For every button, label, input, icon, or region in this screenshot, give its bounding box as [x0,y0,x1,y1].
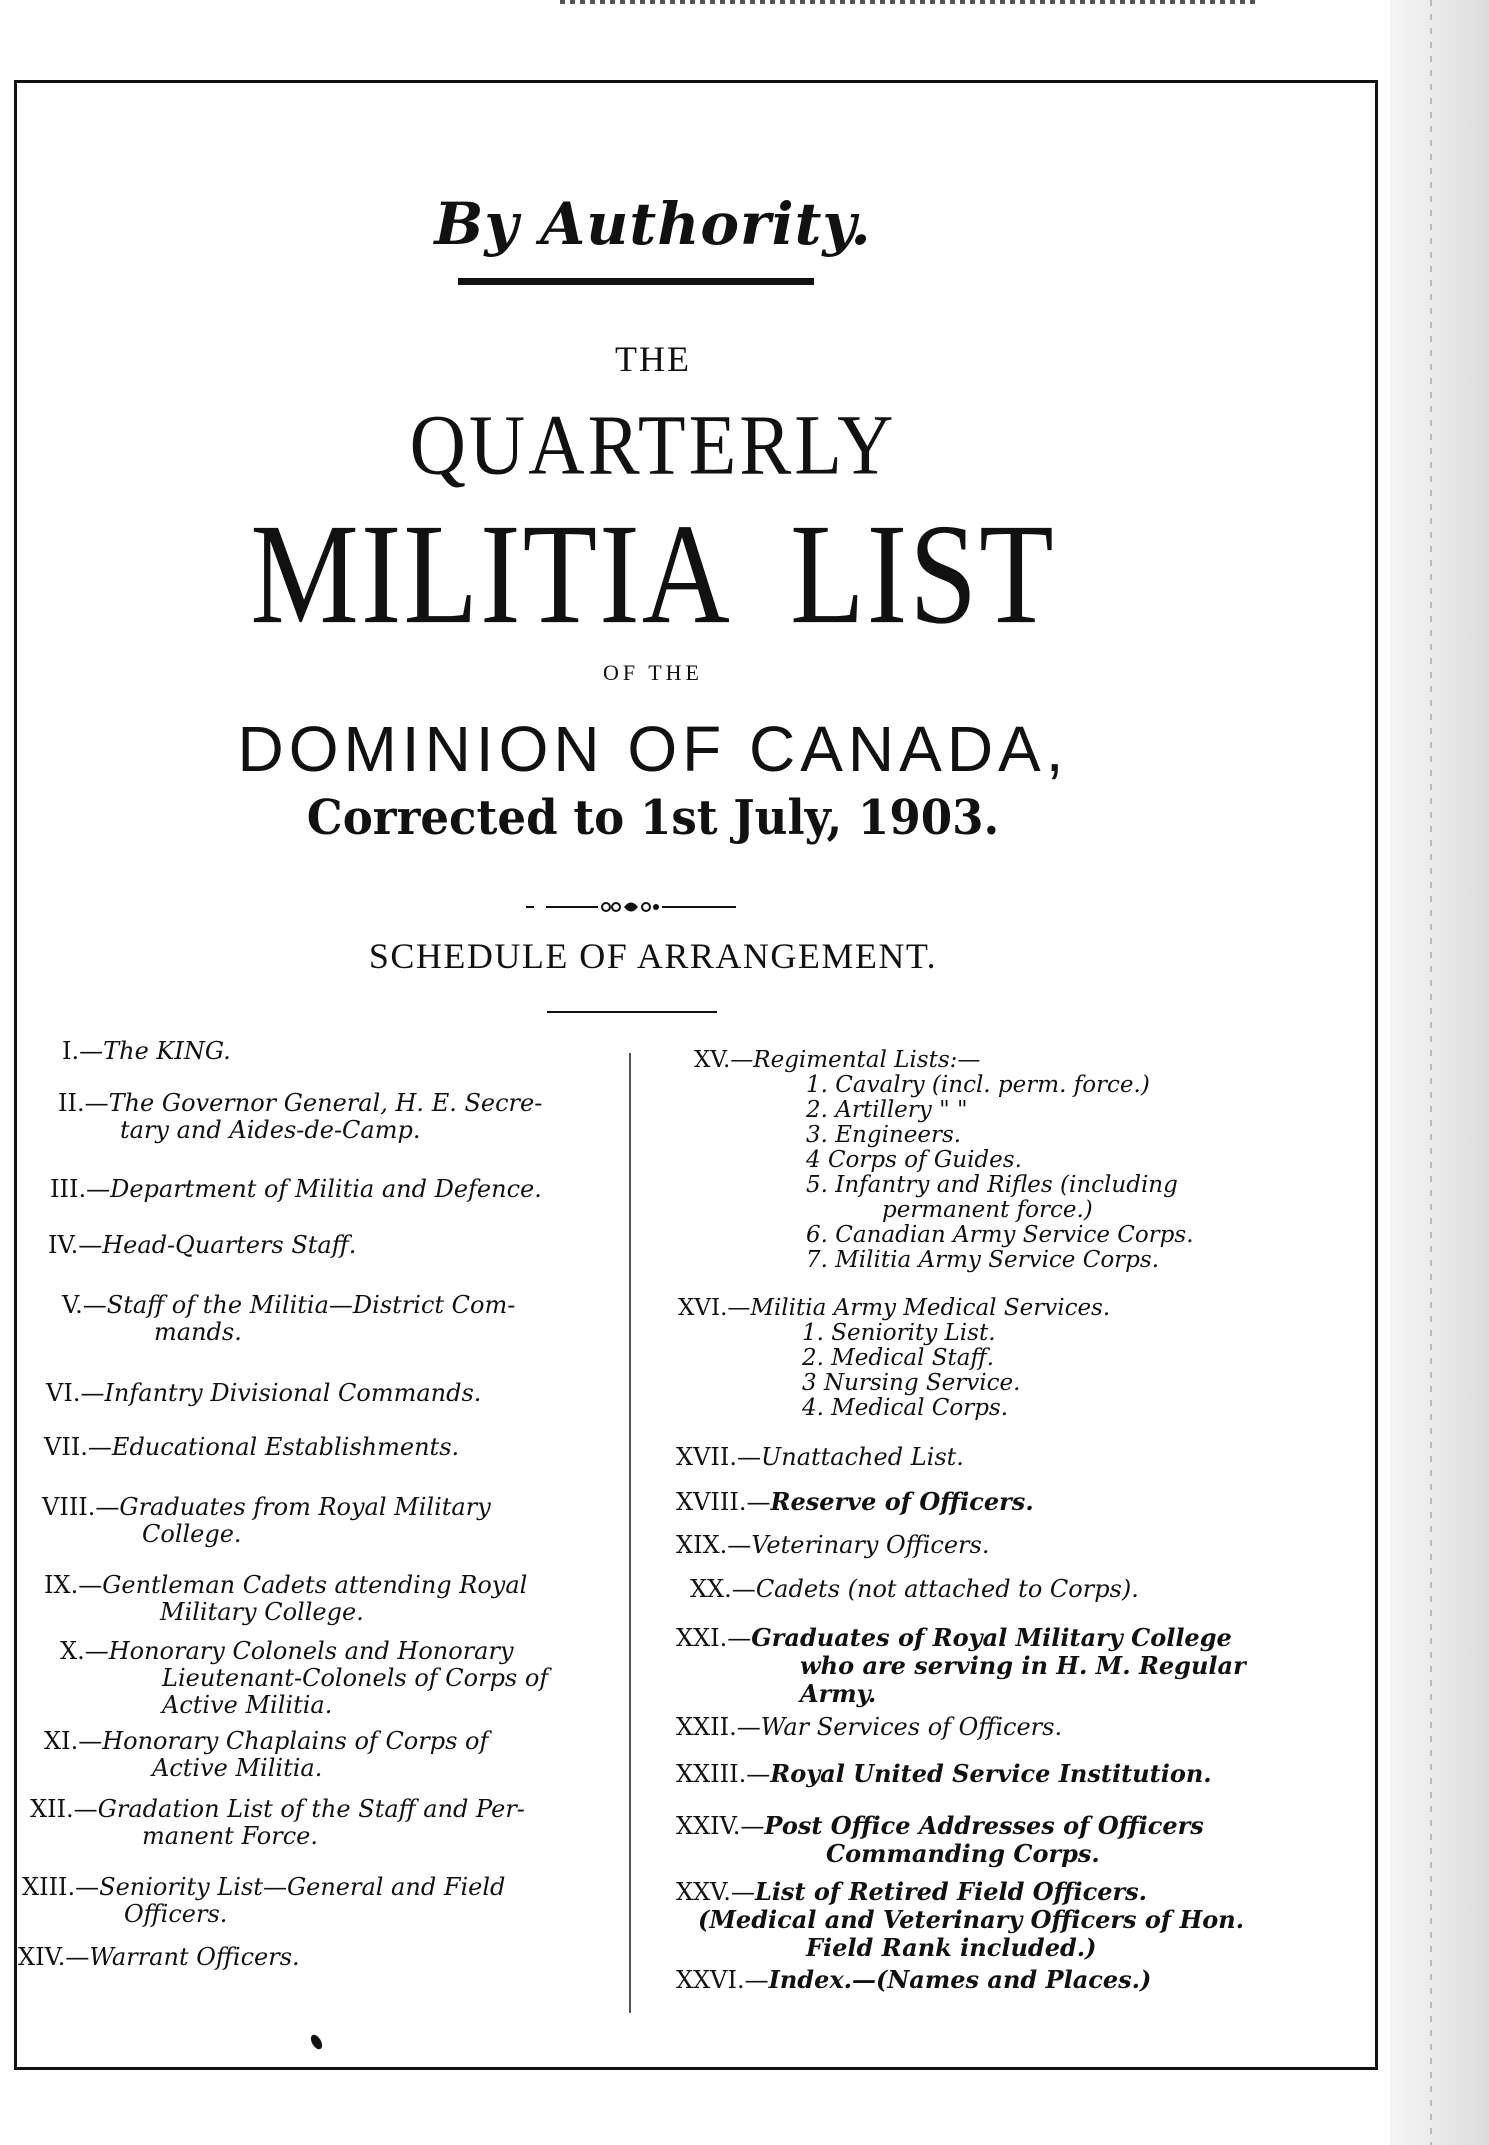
entry-text: Militia Army Medical Services. [750,1295,1111,1321]
entry-number: XXIV.— [676,1812,765,1840]
entry-text-cont: —(Names and Places.) [852,1965,1152,1994]
entry-xxiv [676,1812,1204,1868]
entry-text: Gentleman Cadets attending Royal [102,1571,528,1599]
entry-xii [30,1796,525,1850]
entry-vi [46,1380,481,1407]
entry-text-cont: Active Militia. [152,1754,323,1782]
entry-number: IX.— [44,1571,103,1599]
entry-number: XI.— [44,1727,103,1755]
top-edge-marks [560,0,1260,4]
entry-text-cont: Lieutenant-Colonels of Corps of [162,1664,549,1692]
entry-text: Head-Quarters Staff. [102,1231,357,1259]
entry-text-cont: Field Rank included.) [806,1933,1097,1962]
entry-text-cont: Officers. [124,1900,228,1928]
entry-number: XXIII.— [676,1760,771,1788]
entry-text-cont: Army. [800,1679,877,1708]
title-quarterly: QUARTERLY [409,396,897,493]
entry-number: II.— [58,1089,109,1117]
entry-number: XVIII.— [676,1488,771,1516]
entry-xviii [676,1488,1034,1516]
sub-item: 4 Corps of Guides. [806,1147,1022,1173]
entry-text-cont: Military College. [160,1598,364,1626]
entry-text: List of Retired Field Officers. [754,1877,1147,1906]
entry-number: XXVI.— [676,1966,769,1994]
entry-ii [58,1090,542,1144]
entry-text-cont: (Medical and Veterinary Officers of Hon. [698,1905,1245,1934]
entry-text: Graduates of Royal Military College [751,1623,1232,1652]
title-of-the: OF THE [603,660,703,685]
entry-text-cont: College. [142,1520,242,1548]
sub-item: 3. Engineers. [806,1122,962,1148]
entry-ix [44,1572,527,1626]
entry-number: XXI.— [676,1624,752,1652]
entry-text-cont: Active Militia. [162,1691,333,1719]
ornament-divider [526,898,736,916]
sub-item: 4. Medical Corps. [802,1395,1009,1421]
entry-text: Regimental Lists:— [753,1047,981,1073]
entry-text: Department of Militia and Defence. [110,1175,542,1203]
entry-iii [50,1176,542,1203]
page-edge [1390,0,1489,2145]
schedule-heading: SCHEDULE OF ARRANGEMENT. [368,936,938,976]
title-dominion: DOMINION OF CANADA, [237,713,1069,785]
entry-text-cont: who are serving in H. M. Regular [800,1651,1246,1680]
entry-text: Seniority List—General and Field [99,1873,506,1901]
entry-text-cont: tary and Aides-de-Camp. [120,1116,421,1144]
entry-xxiii [676,1760,1212,1788]
authority-underline [458,278,814,285]
entry-number: VIII.— [42,1493,120,1521]
entry-text: Staff of the Militia—District Com- [106,1291,516,1319]
sub-item: permanent force.) [882,1197,1093,1223]
schedule-underline [547,1011,717,1013]
entry-number: XXII.— [676,1713,761,1741]
entry-text: The Governor General, H. E. Secre- [108,1089,543,1117]
entry-text-cont: manent Force. [142,1822,318,1850]
entry-number: XIV.— [18,1943,90,1971]
corrected-date: Corrected to 1st July, 1903. [306,790,1000,846]
entry-xx [690,1576,1139,1603]
entry-number: XIII.— [22,1873,100,1901]
sub-item: 6. Canadian Army Service Corps. [806,1222,1194,1248]
entry-text: Royal United Service Institution. [770,1759,1212,1788]
entry-number: XII.— [30,1795,98,1823]
entry-number: III.— [50,1175,111,1203]
entry-xxi [676,1624,1246,1708]
sub-item: 3 Nursing Service. [802,1370,1021,1396]
entry-text: Honorary Colonels and Honorary [108,1637,514,1665]
entry-number: XIX.— [676,1531,752,1559]
entry-text-cont: Commanding Corps. [826,1839,1100,1868]
entry-xxvi [676,1966,1151,1994]
sub-item: 1. Seniority List. [802,1320,996,1346]
entry-text: Unattached List. [761,1443,964,1471]
by-authority-heading: By Authority. [434,190,872,258]
entry-text-cont: mands. [154,1318,242,1346]
entry-text: Warrant Officers. [89,1943,300,1971]
entry-v [62,1292,515,1346]
entry-number: XVI.— [678,1295,751,1321]
entry-xvii [676,1444,964,1471]
entry-number: XVII.— [676,1443,762,1471]
entry-number: VI.— [46,1379,105,1407]
entry-text: Educational Establishments. [111,1433,460,1461]
sub-item: 1. Cavalry (incl. perm. force.) [806,1072,1150,1098]
entry-text: Cadets (not attached to Corps). [755,1575,1139,1603]
entry-text: Gradation List of the Staff and Per- [97,1795,525,1823]
entry-number: XX.— [690,1575,756,1603]
title-the: THE [615,339,691,379]
entry-xxii [676,1714,1062,1741]
sub-item: 7. Militia Army Service Corps. [806,1247,1160,1273]
entry-number: XXV.— [676,1878,755,1906]
entry-text: Reserve of Officers. [770,1487,1034,1516]
entry-text: Honorary Chaplains of Corps of [102,1727,489,1755]
entry-text: Graduates from Royal Military [119,1493,491,1521]
entry-number: IV.— [48,1231,103,1259]
sub-item: 5. Infantry and Rifles (including [806,1172,1178,1198]
entry-number: I.— [62,1037,104,1065]
entry-viii [42,1494,491,1548]
entry-xv [694,1048,1194,1273]
sub-item: 2. Artillery " " [806,1097,968,1123]
entry-x [60,1638,548,1719]
entry-number: VII.— [44,1433,112,1461]
entry-xvi [678,1296,1110,1421]
entry-vii [44,1434,459,1461]
entry-text: Index. [768,1965,853,1994]
entry-xix [676,1532,989,1559]
entry-i [62,1038,231,1065]
sub-item: 2. Medical Staff. [802,1345,995,1371]
entry-number: XV.— [694,1047,754,1073]
entry-xxv [676,1878,1244,1962]
entry-number: V.— [62,1291,107,1319]
entry-iv [48,1232,356,1259]
entry-xiii [22,1874,505,1928]
entry-text: Post Office Addresses of Officers [764,1811,1204,1840]
entry-text: Infantry Divisional Commands. [104,1379,482,1407]
entry-xi [44,1728,488,1782]
entry-text: Veterinary Officers. [751,1531,990,1559]
entry-text: The KING. [103,1037,231,1065]
entry-xiv [18,1944,300,1971]
title-militia-list: MILITIA LIST [250,494,1056,655]
entry-text: War Services of Officers. [760,1713,1063,1741]
entry-number: X.— [60,1637,109,1665]
column-divider [629,1053,631,2013]
